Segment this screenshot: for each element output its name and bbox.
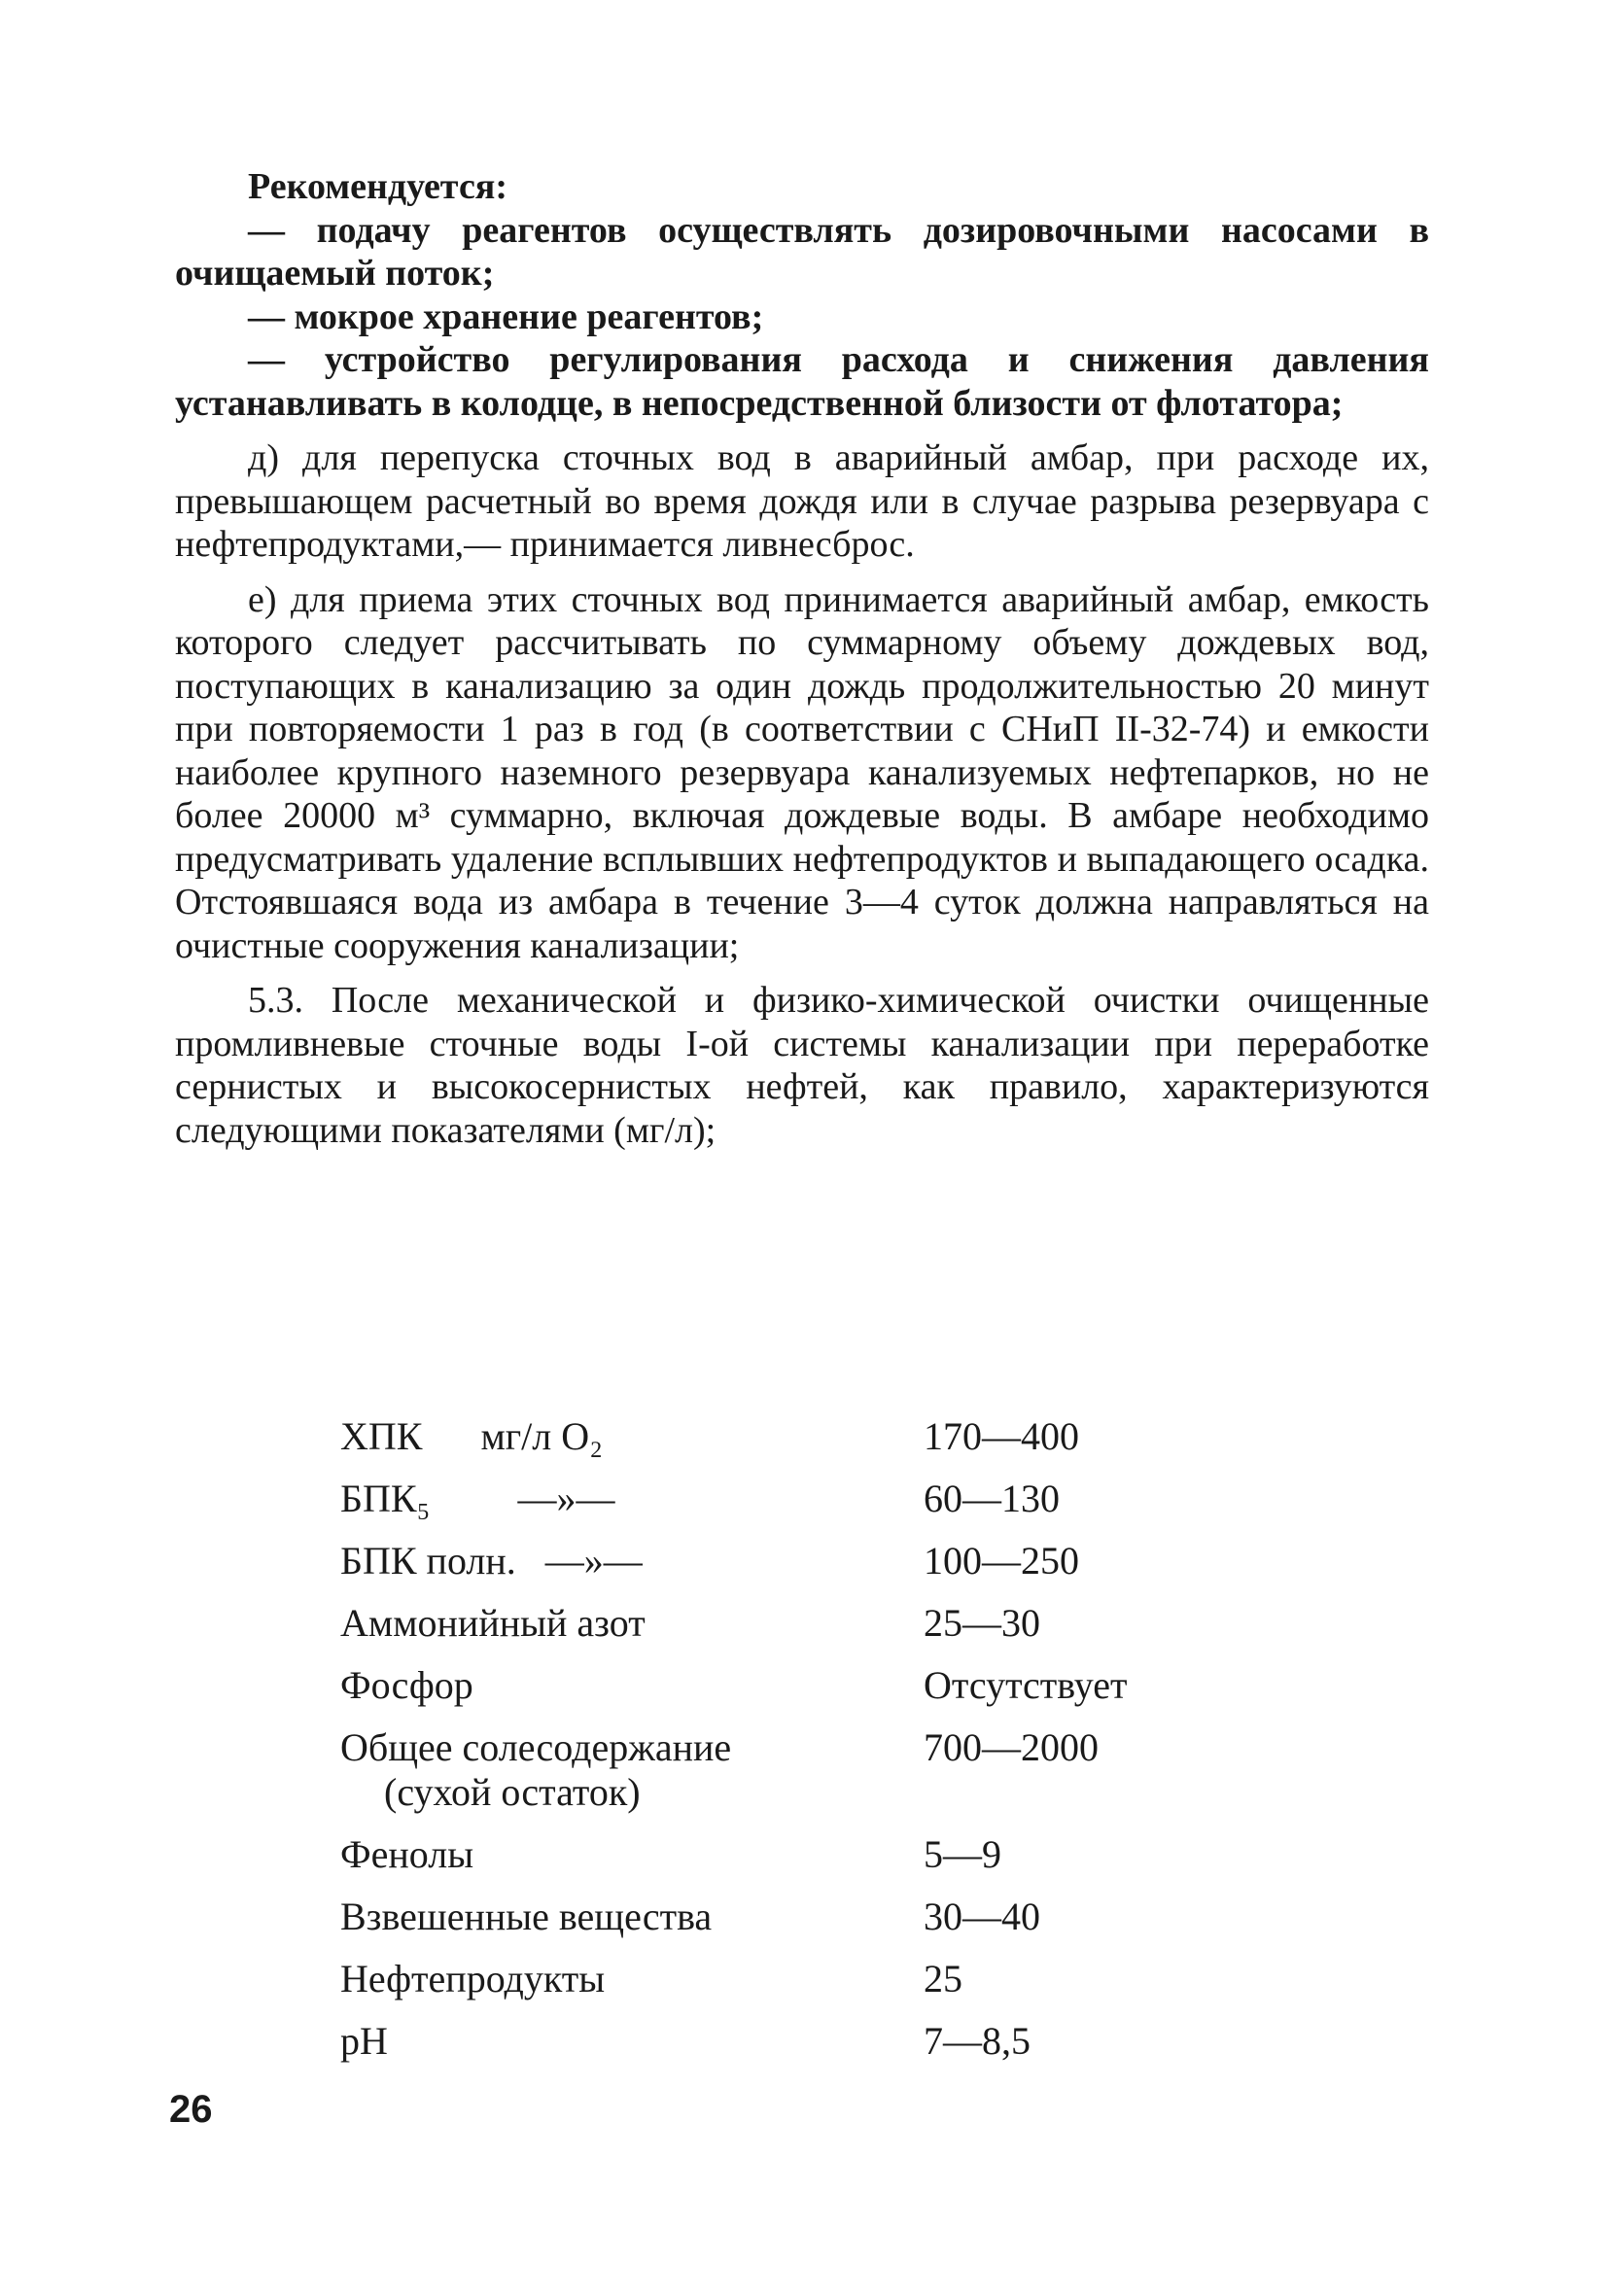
parameter-value: 30—40 [924,1895,1040,1938]
parameter-row [340,1832,1215,1877]
parameter-name: Фенолы [340,1832,474,1876]
parameter-subname: (сухой остаток) [384,1770,641,1814]
parameter-value: 170—400 [924,1414,1079,1458]
parameters-table [340,1414,1215,2081]
paragraph-e: е) для приема этих сточных вод принимается аварийный амбар, емкость которого следует рассчитывать по суммарному объему дождевых вод, поступающих в канализацию за один дождь продолжительностью 20 минут при повторяемости 1 раз в год (в соответствии с СНиП II-32-74) и емкости наиболее крупного наземного резервуара канализуемых нефтепарков, но не более 20000 м³ суммарно, включая дождевые воды. В амбаре необходимо предусматривать удаление всплывших нефтепродуктов и выпадающего осадка. Отстоявшаяся вода из амбара в течение 3—4 суток должна направляться на очистные сооружения канализации; [175,578,1429,966]
parameter-row [340,1414,1215,1459]
parameter-row [340,1957,1215,2001]
parameter-value: 60—130 [924,1477,1060,1520]
parameter-value: 25—30 [924,1601,1040,1645]
parameter-row [340,1663,1215,1708]
parameter-row [340,1601,1215,1646]
parameter-row [340,1895,1215,1939]
parameter-value: 5—9 [924,1832,1001,1876]
paragraph-flow-control: — устройство регулирования расхода и снижения давления устанавливать в колодце, в непосредственной близости от флотатора; [175,339,1429,424]
parameter-name: Аммонийный азот [340,1601,646,1645]
parameter-row [340,1477,1215,1521]
parameter-row [340,1539,1215,1583]
parameter-name: БПК полн. —»— [340,1539,643,1583]
parameter-value: 7—8,5 [924,2019,1031,2063]
paragraph-5-3: 5.3. После механической и физико-химической очистки очищенные промливневые сточные воды I-ой системы канализации при переработке сернистых и высокосернистых нефтей, как правило, характеризуются следующими показателями (мг/л); [175,980,1429,1151]
paragraph-dosing: — подачу реагентов осуществлять дозировочными насосами в очищаемый поток; [175,209,1429,294]
parameter-value: Отсутствует [924,1663,1128,1707]
parameter-name: ХПК мг/л O₂ [340,1414,604,1458]
paragraph-wet-storage: — мокрое хранение реагентов; [248,296,764,337]
parameter-name: Нефтепродукты [340,1957,606,2000]
parameter-value: 25 [924,1957,962,2000]
page-number: 26 [169,2088,213,2131]
parameter-name: Взвешенные вещества [340,1895,713,1938]
parameter-row [340,2019,1215,2064]
parameter-name: pH [340,2019,388,2063]
parameter-value: 100—250 [924,1539,1079,1583]
parameter-name: Фосфор [340,1663,473,1707]
body-text [175,165,1429,1152]
parameter-name: Общее солесодержание (сухой остаток) [340,1725,924,1815]
section-heading: Рекомендуется: [248,166,508,207]
paragraph-d: д) для перепуска сточных вод в аварийный амбар, при расходе их, превышающем расчетный во время дождя или в случае разрыва резервуара с нефтепродуктами,— принимается ливнесброс. [175,437,1429,565]
parameter-name: БПК₅ —»— [340,1477,615,1520]
parameter-value: 700—2000 [924,1725,1099,1769]
parameter-row [340,1725,1215,1815]
